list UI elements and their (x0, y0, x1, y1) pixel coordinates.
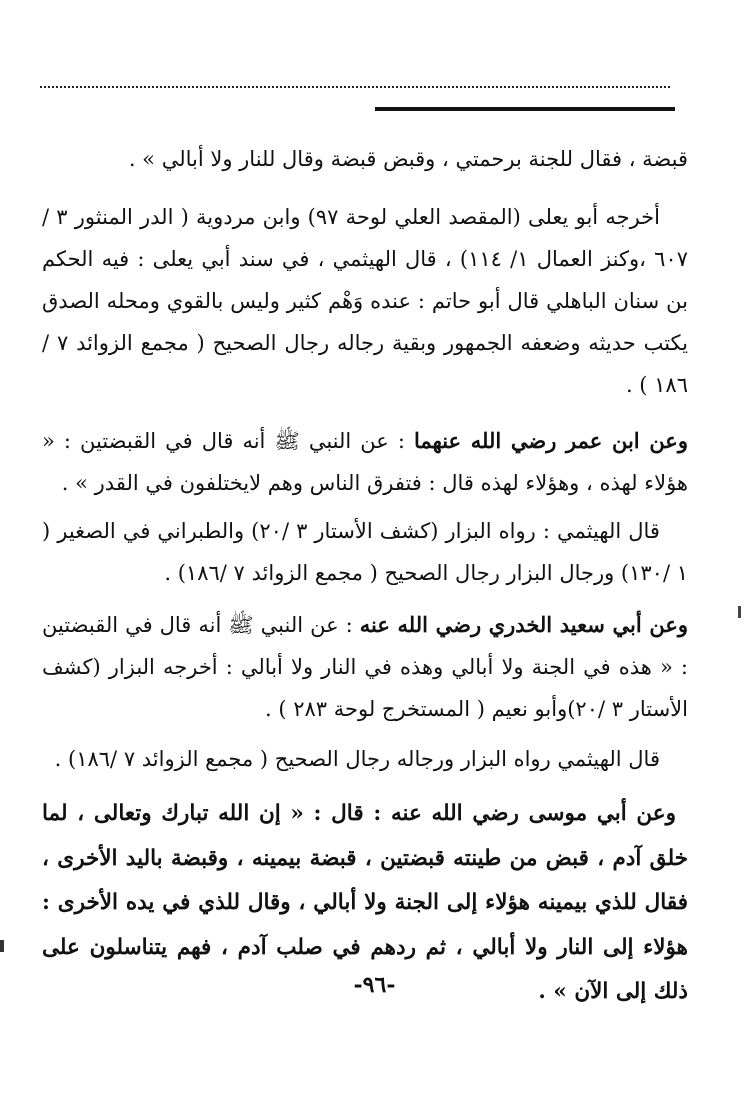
header-solid-rule (375, 107, 675, 111)
paragraph-3-text: : عن النبي ﷺ أنه قال في القبضتين : « هؤلاء لهذه ، وهؤلاء لهذه قال : فتفرق الناس وهم لايختلفون في القدر » . (42, 429, 688, 495)
paragraph-1-text: قبضة ، فقال للجنة برحمتي ، وقبض قبضة وقال للنار ولا أبالي » . (128, 147, 688, 171)
paragraph-3-lead: وعن ابن عمر رضي الله عنهما (413, 428, 688, 453)
margin-tick (738, 606, 741, 618)
paragraph-1 (42, 138, 688, 180)
margin-mark (0, 940, 4, 952)
paragraph-6-text: قال الهيثمي رواه البزار ورجاله رجال الصحيح ( مجمع الزوائد ٧ /١٨٦) . (54, 747, 660, 771)
header-dotted-rule (40, 86, 670, 88)
page-number: -٩٦- (353, 972, 396, 998)
paragraph-4 (42, 510, 688, 594)
paragraph-6 (42, 738, 688, 780)
paragraph-5-text: : عن النبي ﷺ أنه قال في القبضتين : « هذه في الجنة ولا أبالي وهذه في النار ولا أبالي : أخرجه البزار (كشف الأستار ٣ /٢٠)وأبو نعيم ( المستخرج لوحة ٢٨٣ ) . (42, 613, 688, 721)
paragraph-5-lead: وعن أبي سعيد الخدري رضي الله عنه (359, 612, 688, 637)
paragraph-5 (42, 604, 688, 730)
paragraph-7-text: وعن أبي موسى رضي الله عنه : قال : « إن الله تبارك وتعالى ، لما خلق آدم ، قبض من طينته قبضتين ، قبضة بيمينه ، وقبضة باليد الأخرى ، فقال للذي بيمينه هؤلاء إلى الجنة ولا أبالي ، وقال للذي في يده الأخرى : هؤلاء إلى النار ولا أبالي ، ثم ردهم في صلب آدم ، فهم يتناسلون على ذلك إلى الآن » . (42, 801, 688, 1004)
paragraph-3 (42, 420, 688, 504)
paragraph-2 (42, 196, 688, 406)
paragraph-4-text: قال الهيثمي : رواه البزار (كشف الأستار ٣ /٢٠) والطبراني في الصغير ( ١ /١٣٠) ورجال البزار رجال الصحيح ( مجمع الزوائد ٧ /١٨٦) . (42, 519, 688, 585)
paragraph-2-text: أخرجه أبو يعلى (المقصد العلي لوحة ٩٧) وابن مردوية ( الدر المنثور ٣ /٦٠٧ ،وكنز العمال ١/ ١١٤) ، قال الهيثمي ، في سند أبي يعلى : فيه الحكم بن سنان الباهلي قال أبو حاتم : عنده وَهْم كثير وليس بالقوي ومحله الصدق يكتب حديثه وضعفه الجمهور وبقية رجاله رجال الصحيح ( مجمع الزوائد ٧ /١٨٦ ) . (42, 205, 688, 397)
